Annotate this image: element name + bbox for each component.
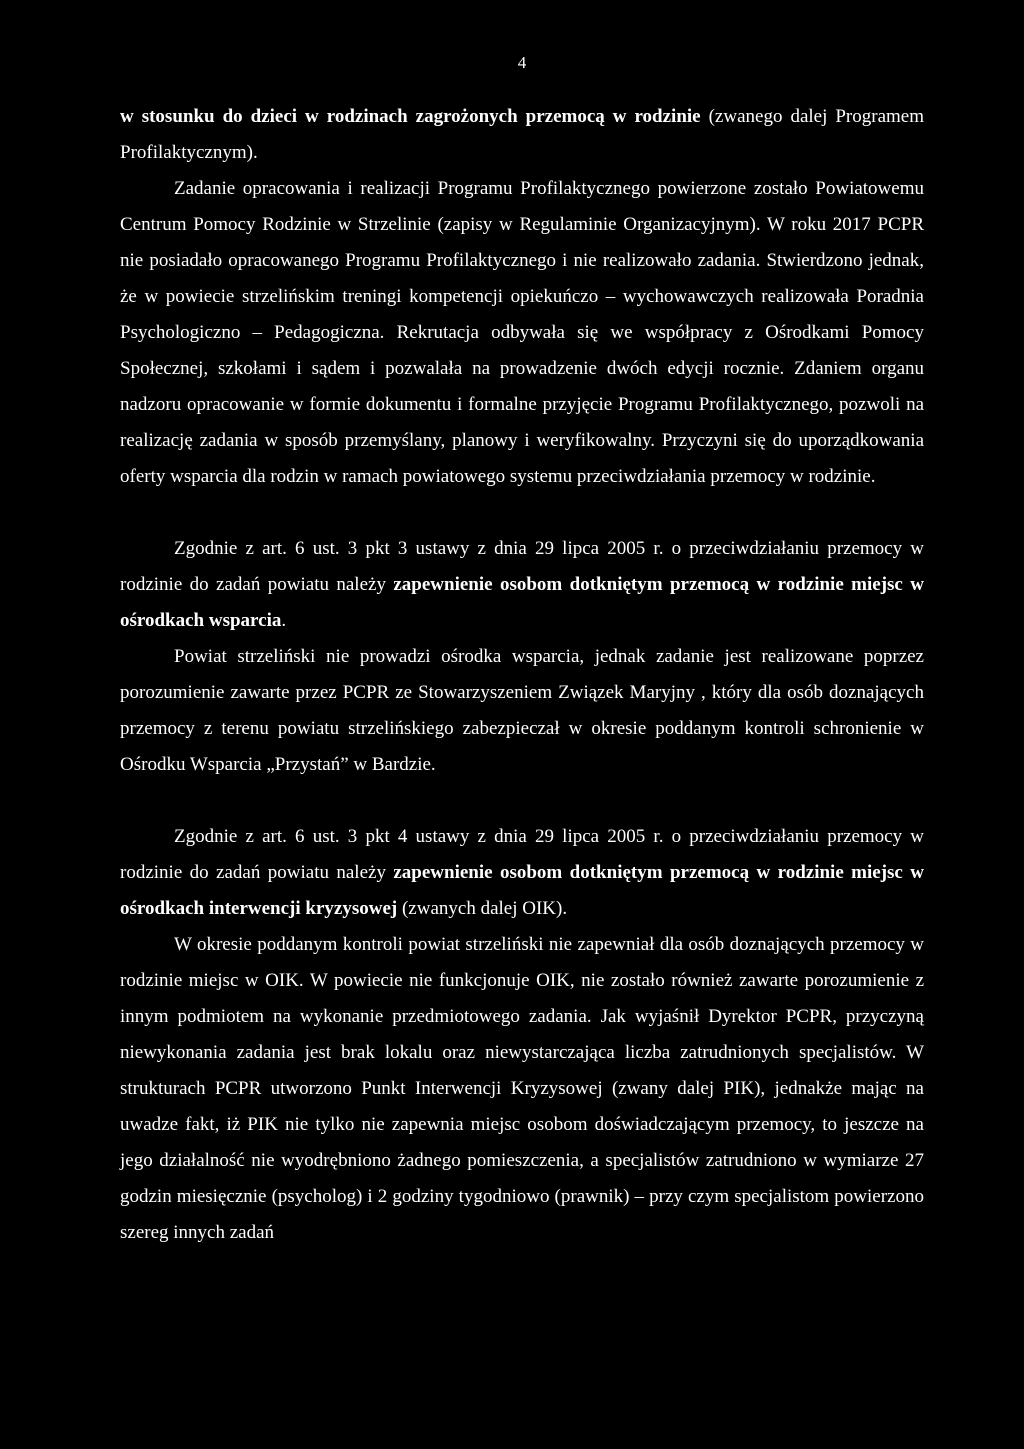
paragraph-program-continuation	[120, 99, 924, 171]
paragraph-oik-law	[120, 819, 924, 927]
paragraph-text: Zgodnie z art. 6 ust. 3 pkt 4 ustawy z dnia 29 lipca 2005 r. o przeciwdziałaniu przemocy w rodzinie do zadań powiatu należy	[120, 826, 924, 883]
paragraph-osrodki-wsparcia-law	[120, 531, 924, 639]
paragraph-gap	[120, 783, 924, 819]
paragraph-text: .	[281, 610, 287, 631]
bold-phrase: w stosunku do dzieci w rodzinach zagrożonych przemocą w rodzinie	[120, 106, 701, 127]
paragraph-text: (zwanych dalej OIK).	[397, 898, 568, 919]
paragraph-osrodek-przystan: Powiat strzeliński nie prowadzi ośrodka wsparcia, jednak zadanie jest realizowane poprzez porozumienie zawarte przez PCPR ze Stowarzyszeniem Związek Maryjny , który dla osób doznających przemocy z terenu powiatu strzelińskiego zabezpieczał w okresie poddanym kontroli schronienie w Ośrodku Wsparcia „Przystań” w Bardzie.	[120, 646, 924, 775]
paragraph-text: (zwanego dalej Programem Profilaktycznym).	[120, 106, 924, 163]
page-number: 4	[517, 53, 527, 72]
bold-phrase: zapewnienie osobom dotkniętym przemocą w rodzinie miejsc w ośrodkach wsparcia	[120, 574, 924, 631]
paragraph-gap	[120, 495, 924, 531]
paragraph-program-profilaktyczny: Zadanie opracowania i realizacji Programu Profilaktycznego powierzone zostało Powiatowemu Centrum Pomocy Rodzinie w Strzelinie (zapisy w Regulaminie Organizacyjnym). W roku 2017 PCPR nie posiadało opracowanego Programu Profilaktycznego i nie realizowało zadania. Stwierdzono jednak, że w powiecie strzelińskim treningi kompetencji opiekuńczo – wychowawczych realizowała Poradnia Psychologiczno – Pedagogiczna. Rekrutacja odbywała się we współpracy z Ośrodkami Pomocy Społecznej, szkołami i sądem i pozwalała na prowadzenie dwóch edycji rocznie. Zdaniem organu nadzoru opracowanie w formie dokumentu i formalne przyjęcie Programu Profilaktycznego, pozwoli na realizację zadania w sposób przemyślany, planowy i weryfikowalny. Przyczyni się do uporządkowania oferty wsparcia dla rodzin w ramach powiatowego systemu przeciwdziałania przemocy w rodzinie.	[120, 178, 924, 487]
document-body	[120, 99, 924, 1251]
paragraph-text: Zgodnie z art. 6 ust. 3 pkt 3 ustawy z dnia 29 lipca 2005 r. o przeciwdziałaniu przemocy w rodzinie do zadań powiatu należy	[120, 538, 924, 595]
bold-phrase: zapewnienie osobom dotkniętym przemocą w rodzinie miejsc w ośrodkach interwencji kryzysowej	[120, 862, 924, 919]
paragraph-oik-findings: W okresie poddanym kontroli powiat strzeliński nie zapewniał dla osób doznających przemocy w rodzinie miejsc w OIK. W powiecie nie funkcjonuje OIK, nie zostało również zawarte porozumienie z innym podmiotem na wykonanie przedmiotowego zadania. Jak wyjaśnił Dyrektor PCPR, przyczyną niewykonania zadania jest brak lokalu oraz niewystarczająca liczba zatrudnionych specjalistów. W strukturach PCPR utworzono Punkt Interwencji Kryzysowej (zwany dalej PIK), jednakże mając na uwadze fakt, iż PIK nie tylko nie zapewnia miejsc osobom doświadczającym przemocy, to jeszcze na jego działalność nie wyodrębniono żadnego pomieszczenia, a specjalistów zatrudniono w wymiarze 27 godzin miesięcznie (psycholog) i 2 godziny tygodniowo (prawnik) – przy czym specjalistom powierzono szereg innych zadań	[120, 934, 924, 1243]
